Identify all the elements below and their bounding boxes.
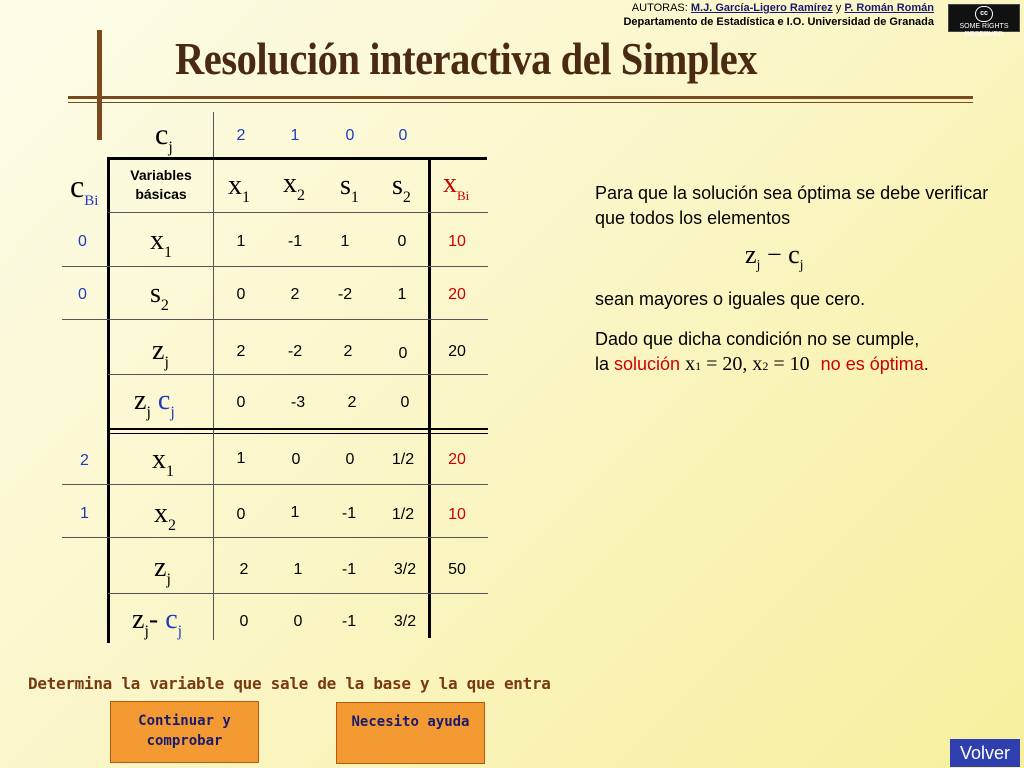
cell-value: 0 — [291, 451, 301, 468]
zj-xb-value: 20 — [448, 343, 466, 360]
license-text: SOME RIGHTS RESERVED — [959, 23, 1009, 38]
cell-value: 1/2 — [391, 451, 415, 468]
solution-eq2: = 10 — [768, 353, 810, 375]
column-header-xb — [443, 168, 470, 203]
column-var: s — [392, 170, 403, 201]
cell-value: -1 — [341, 505, 357, 522]
row-sub: 1 — [164, 244, 172, 261]
cell-value: 0 — [236, 286, 246, 303]
formula-c: c — [788, 240, 800, 269]
conclusion-la: la — [595, 354, 610, 374]
optimality-condition-text: Para que la solución sea óptima se debe verificar que todos los elementos — [595, 183, 989, 228]
conclusion-text — [595, 352, 929, 379]
zj-cj-value: 0 — [236, 394, 246, 411]
column-var: x — [283, 168, 297, 199]
column-header-s1 — [340, 170, 359, 206]
formula-zj-cj — [745, 240, 804, 273]
table-left-border — [107, 158, 110, 643]
row-divider — [62, 484, 488, 485]
conclusion-no-optima: no es óptima — [820, 354, 924, 374]
xb-value: 10 — [448, 233, 466, 250]
row-var: x — [150, 225, 164, 256]
continue-check-button[interactable]: Continuar y comprobar — [110, 701, 259, 763]
basic-variables-line2: básicas — [135, 186, 187, 202]
column-divider — [213, 112, 214, 432]
column-sub: 1 — [242, 189, 250, 206]
zj-value: 3/2 — [393, 561, 417, 578]
row-divider — [108, 212, 488, 213]
license-badge[interactable] — [948, 4, 1020, 38]
solution-x1-sub: 1 — [695, 359, 702, 373]
solution-x2-sub: 2 — [762, 359, 769, 373]
zj-cj-label — [132, 604, 183, 640]
row-basic-variable — [150, 278, 169, 314]
zj-letter: z — [154, 552, 167, 583]
zc-z: z — [134, 385, 147, 416]
xb-value: 20 — [448, 451, 466, 468]
zc-minus: - — [148, 604, 159, 635]
cc-icon: cc — [975, 6, 993, 22]
cb-letter: c — [70, 168, 85, 204]
cell-value: 2 — [290, 286, 300, 303]
cell-value: 0 — [345, 451, 355, 468]
solution-eq1: = 20, — [701, 353, 753, 375]
column-sub: 2 — [402, 189, 411, 206]
conclusion-solucion: solución — [614, 354, 681, 374]
cell-value: -2 — [337, 286, 353, 303]
cell-value: 1 — [236, 450, 246, 467]
cell-value: 0 — [236, 506, 246, 523]
cell-value: -1 — [287, 233, 303, 250]
column-divider — [213, 430, 214, 640]
help-button[interactable]: Necesito ayuda — [336, 702, 485, 764]
author-link-garcia[interactable]: M.J. García-Ligero Ramírez — [690, 2, 833, 14]
zj-cj-value: 0 — [293, 613, 303, 630]
department-line: Departamento de Estadística e I.O. Universidad de Granada — [623, 16, 934, 28]
zc-zsub: j — [146, 404, 151, 421]
condition-text: sean mayores o iguales que cero. — [595, 289, 866, 309]
zj-cj-value: -1 — [341, 613, 357, 630]
zj-sub: j — [166, 571, 171, 588]
page-title: Resolución interactiva del Simplex — [175, 33, 758, 84]
zc-zsub: j — [144, 623, 149, 640]
cb-label — [70, 168, 99, 209]
row-cb-value: 2 — [80, 452, 89, 469]
zj-value: 2 — [236, 343, 246, 360]
cell-value: 1 — [236, 233, 246, 250]
cj-sub: j — [168, 139, 173, 156]
cell-value: 1 — [290, 504, 300, 521]
header-top-border — [107, 157, 487, 160]
title-decoration-line-thin — [68, 102, 973, 103]
tableau-separator — [108, 428, 488, 430]
instruction-text: Determina la variable que sale de la base y la que entra — [28, 674, 551, 693]
cj-label — [155, 118, 173, 156]
zj-sub: j — [164, 354, 169, 371]
xb-letter: x — [443, 168, 457, 199]
column-sub: 2 — [297, 187, 305, 204]
zj-cj-value: 0 — [239, 613, 249, 630]
column-sub: 1 — [350, 189, 359, 206]
zj-cj-label — [134, 385, 175, 421]
zj-value: 0 — [398, 345, 408, 362]
zj-value: 2 — [239, 561, 249, 578]
title-decoration-line — [68, 96, 973, 99]
zc-z: z — [132, 604, 145, 635]
column-var: x — [228, 170, 242, 201]
zj-cj-value: 0 — [400, 394, 410, 411]
zj-value: 2 — [343, 343, 353, 360]
column-header-s2 — [392, 170, 411, 206]
solution-x2: x — [752, 353, 763, 375]
xb-value: 10 — [448, 506, 466, 523]
xb-value: 20 — [448, 286, 466, 303]
row-sub: 2 — [168, 517, 176, 534]
authors-line — [632, 2, 934, 14]
row-sub: 2 — [160, 297, 169, 314]
column-header-x2 — [283, 168, 305, 204]
row-basic-variable — [152, 444, 174, 480]
back-button[interactable]: Volver — [950, 739, 1020, 767]
zj-letter: z — [152, 335, 165, 366]
cell-value: 1 — [340, 233, 350, 250]
column-var: s — [340, 170, 351, 201]
cell-value: 0 — [397, 233, 407, 250]
zj-cj-value: 3/2 — [393, 613, 417, 630]
basic-variables-header — [116, 166, 206, 204]
zj-cj-value: -3 — [290, 394, 306, 411]
row-sub: 1 — [166, 463, 174, 480]
basic-variables-line1: Variables — [130, 167, 192, 183]
row-cb-value: 0 — [78, 286, 87, 303]
zc-c: c — [157, 385, 171, 416]
zj-label — [154, 552, 171, 588]
row-divider — [108, 374, 488, 375]
authors-prefix: AUTORAS: — [631, 2, 688, 14]
row-divider — [62, 319, 488, 320]
zj-cj-value: 2 — [347, 394, 357, 411]
authors-and: y — [835, 2, 842, 14]
not-satisfied-text: Dado que dicha condición no se cumple, — [595, 329, 920, 349]
author-link-roman[interactable]: P. Román Román — [844, 2, 934, 14]
zj-value: -2 — [287, 343, 303, 360]
zc-csub: j — [170, 404, 175, 421]
row-var: x — [154, 498, 168, 529]
row-var: s — [150, 278, 161, 309]
zj-value: 1 — [293, 561, 303, 578]
row-basic-variable — [150, 225, 172, 261]
cj-value: 1 — [290, 127, 300, 144]
cb-sub: Bi — [84, 193, 99, 209]
solution-x1: x — [685, 353, 696, 375]
cj-letter: c — [155, 118, 169, 151]
formula-minus: − — [766, 240, 782, 269]
zj-label — [152, 335, 169, 371]
cell-value: 1/2 — [391, 506, 415, 523]
formula-zsub: j — [756, 258, 761, 273]
xb-sub: Bi — [457, 188, 470, 203]
zj-xb-value: 50 — [448, 561, 466, 578]
cj-value: 0 — [345, 127, 355, 144]
tableau-separator-thin — [108, 433, 488, 434]
formula-csub: j — [799, 258, 804, 273]
row-cb-value: 0 — [78, 233, 87, 250]
row-var: x — [152, 444, 166, 475]
title-decoration-vertical — [97, 30, 102, 140]
zc-c: c — [165, 604, 178, 635]
zc-csub: j — [177, 623, 183, 640]
row-divider — [62, 266, 488, 267]
formula-z: z — [745, 240, 757, 269]
xb-column-border — [428, 158, 431, 638]
row-divider — [108, 593, 488, 594]
row-divider — [62, 537, 488, 538]
conclusion-dot: . — [923, 354, 929, 374]
row-cb-value: 1 — [80, 505, 89, 522]
cj-value: 0 — [398, 127, 408, 144]
cj-value: 2 — [236, 127, 246, 144]
cell-value: 1 — [397, 286, 407, 303]
row-basic-variable — [154, 498, 176, 534]
column-header-x1 — [228, 170, 250, 206]
zj-value: -1 — [341, 561, 357, 578]
